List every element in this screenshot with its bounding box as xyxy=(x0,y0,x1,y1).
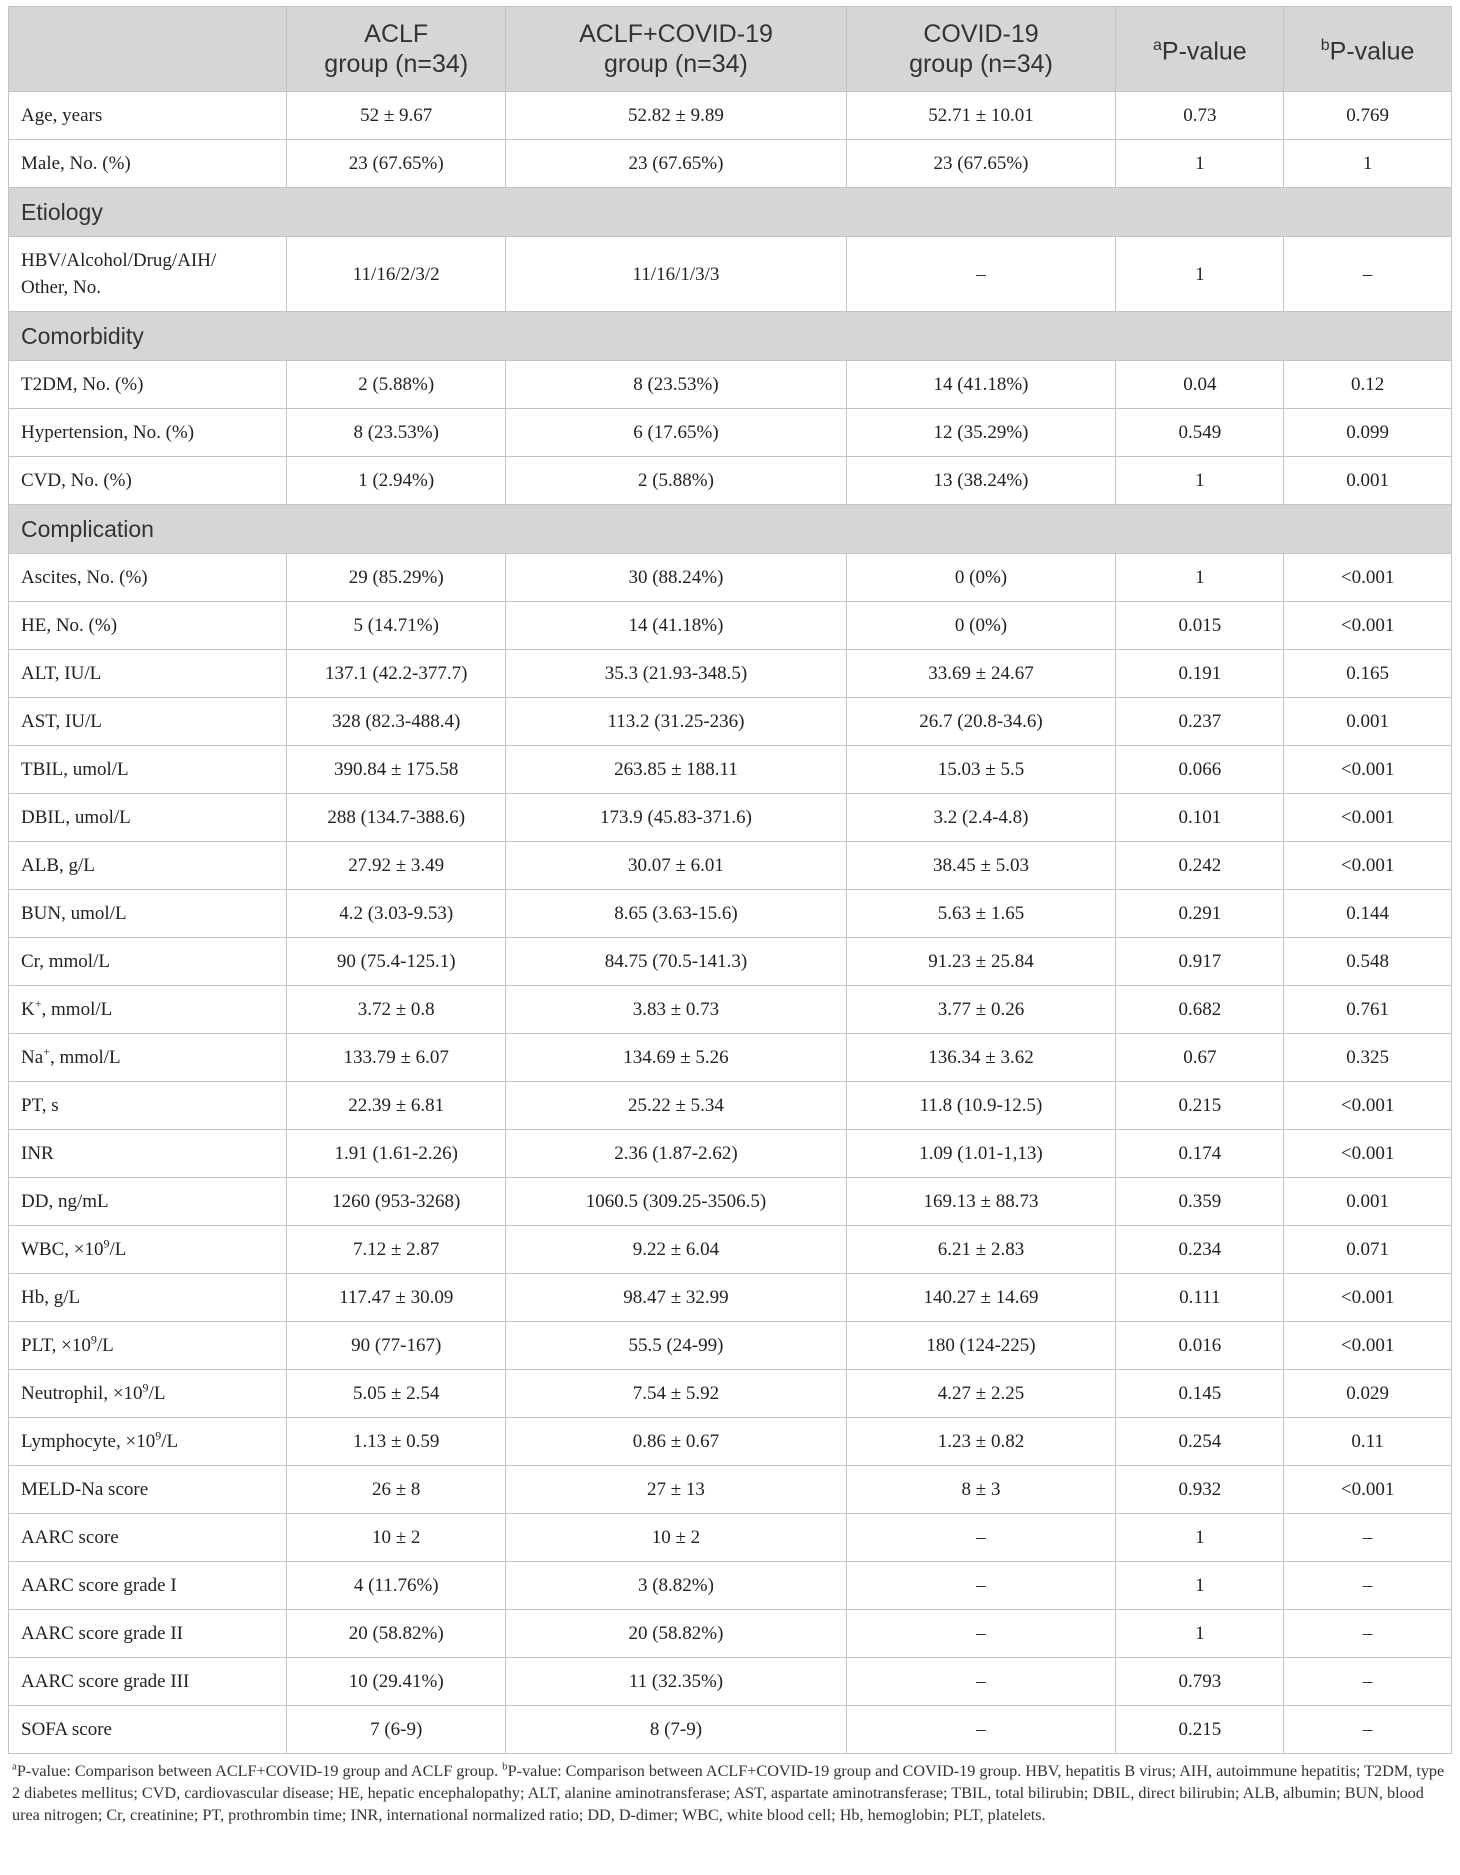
cell-aclf: 7 (6-9) xyxy=(287,1706,506,1754)
cell-p-value-a: 0.242 xyxy=(1116,842,1284,890)
row-label xyxy=(9,602,287,650)
cell-p-value-b: – xyxy=(1284,1658,1452,1706)
table-row xyxy=(9,361,1452,409)
row-label-superscript: + xyxy=(34,996,42,1011)
cell-p-value-a: 0.111 xyxy=(1116,1274,1284,1322)
row-label-text: TBIL, umol/L xyxy=(21,759,129,780)
row-label-text-line2: Other, No. xyxy=(21,277,101,298)
cell-p-value-b: 0.144 xyxy=(1284,890,1452,938)
cell-aclf: 5 (14.71%) xyxy=(287,602,506,650)
cell-p-value-a: 1 xyxy=(1116,1514,1284,1562)
table-row xyxy=(9,1178,1452,1226)
cell-aclf-covid: 173.9 (45.83-371.6) xyxy=(506,794,846,842)
cell-covid: 14 (41.18%) xyxy=(846,361,1116,409)
row-label-unit: , mmol/L xyxy=(49,1047,121,1068)
cell-p-value-a: 0.237 xyxy=(1116,698,1284,746)
row-label-text: HE, No. (%) xyxy=(21,615,118,636)
table-row xyxy=(9,237,1452,312)
header-aclf-line1: ACLF xyxy=(364,20,429,48)
row-label-text: AARC score grade I xyxy=(21,1575,177,1596)
row-label-text: SOFA score xyxy=(21,1719,112,1740)
row-label xyxy=(9,361,287,409)
cell-covid: 1.23 ± 0.82 xyxy=(846,1418,1116,1466)
cell-p-value-b: <0.001 xyxy=(1284,1274,1452,1322)
cell-p-value-a: 0.101 xyxy=(1116,794,1284,842)
cell-covid: 52.71 ± 10.01 xyxy=(846,92,1116,140)
row-label-text: MELD-Na score xyxy=(21,1479,149,1500)
table-row xyxy=(9,1034,1452,1082)
cell-covid: 13 (38.24%) xyxy=(846,457,1116,505)
cell-p-value-a: 1 xyxy=(1116,457,1284,505)
table-row xyxy=(9,1514,1452,1562)
cell-covid: 15.03 ± 5.5 xyxy=(846,746,1116,794)
cell-aclf-covid: 8.65 (3.63-15.6) xyxy=(506,890,846,938)
cell-aclf-covid: 1060.5 (309.25-3506.5) xyxy=(506,1178,846,1226)
cell-covid: – xyxy=(846,1610,1116,1658)
cell-aclf-covid: 7.54 ± 5.92 xyxy=(506,1370,846,1418)
cell-aclf: 1.91 (1.61-2.26) xyxy=(287,1130,506,1178)
cell-p-value-b: 0.001 xyxy=(1284,457,1452,505)
row-label-text: Hypertension, No. (%) xyxy=(21,422,195,443)
cell-p-value-a: 0.73 xyxy=(1116,92,1284,140)
table-row xyxy=(9,1658,1452,1706)
cell-p-value-b: <0.001 xyxy=(1284,794,1452,842)
section-row xyxy=(9,505,1452,554)
cell-aclf: 90 (77-167) xyxy=(287,1322,506,1370)
cell-covid: 180 (124-225) xyxy=(846,1322,1116,1370)
data-table xyxy=(8,6,1452,1754)
cell-p-value-b: 0.11 xyxy=(1284,1418,1452,1466)
cell-covid: 0 (0%) xyxy=(846,602,1116,650)
cell-p-value-a: 0.291 xyxy=(1116,890,1284,938)
table-row xyxy=(9,1466,1452,1514)
cell-aclf-covid: 98.47 ± 32.99 xyxy=(506,1274,846,1322)
table-row xyxy=(9,890,1452,938)
row-label xyxy=(9,1610,287,1658)
cell-p-value-a: 0.016 xyxy=(1116,1322,1284,1370)
cell-aclf: 4 (11.76%) xyxy=(287,1562,506,1610)
cell-aclf: 29 (85.29%) xyxy=(287,554,506,602)
cell-aclf: 390.84 ± 175.58 xyxy=(287,746,506,794)
row-label xyxy=(9,1370,287,1418)
row-label xyxy=(9,986,287,1034)
cell-aclf: 11/16/2/3/2 xyxy=(287,237,506,312)
cell-aclf: 328 (82.3-488.4) xyxy=(287,698,506,746)
cell-covid: 169.13 ± 88.73 xyxy=(846,1178,1116,1226)
header-p-value-b-sup: b xyxy=(1320,37,1330,55)
cell-aclf: 1 (2.94%) xyxy=(287,457,506,505)
cell-aclf: 137.1 (42.2-377.7) xyxy=(287,650,506,698)
table-row xyxy=(9,1226,1452,1274)
cell-covid: 4.27 ± 2.25 xyxy=(846,1370,1116,1418)
cell-p-value-b: 0.001 xyxy=(1284,698,1452,746)
row-label xyxy=(9,1034,287,1082)
cell-p-value-a: 0.932 xyxy=(1116,1466,1284,1514)
row-label-text: Na xyxy=(21,1047,44,1068)
cell-p-value-b: <0.001 xyxy=(1284,1466,1452,1514)
cell-aclf-covid: 2 (5.88%) xyxy=(506,457,846,505)
table-row xyxy=(9,602,1452,650)
section-heading: Complication xyxy=(9,505,1452,554)
cell-p-value-b: 0.165 xyxy=(1284,650,1452,698)
cell-p-value-b: <0.001 xyxy=(1284,746,1452,794)
table-row xyxy=(9,409,1452,457)
cell-p-value-a: 0.215 xyxy=(1116,1706,1284,1754)
cell-aclf-covid: 3.83 ± 0.73 xyxy=(506,986,846,1034)
cell-p-value-b: – xyxy=(1284,1562,1452,1610)
table-row xyxy=(9,554,1452,602)
cell-aclf-covid: 9.22 ± 6.04 xyxy=(506,1226,846,1274)
row-label xyxy=(9,698,287,746)
section-row xyxy=(9,188,1452,237)
cell-covid: 38.45 ± 5.03 xyxy=(846,842,1116,890)
table-row xyxy=(9,794,1452,842)
cell-covid: – xyxy=(846,1706,1116,1754)
cell-aclf: 20 (58.82%) xyxy=(287,1610,506,1658)
cell-covid: – xyxy=(846,1562,1116,1610)
row-label xyxy=(9,140,287,188)
row-label-text: HBV/Alcohol/Drug/AIH/ xyxy=(21,250,217,271)
cell-covid: 91.23 ± 25.84 xyxy=(846,938,1116,986)
row-label-superscript: + xyxy=(43,1044,50,1059)
cell-aclf: 133.79 ± 6.07 xyxy=(287,1034,506,1082)
header-covid-line2: group (n=34) xyxy=(909,50,1053,78)
header-aclf-covid xyxy=(506,7,846,92)
cell-p-value-b: <0.001 xyxy=(1284,602,1452,650)
table-footnote xyxy=(8,1760,1452,1826)
cell-p-value-b: <0.001 xyxy=(1284,842,1452,890)
cell-p-value-a: 0.234 xyxy=(1116,1226,1284,1274)
section-heading: Etiology xyxy=(9,188,1452,237)
section-row xyxy=(9,312,1452,361)
row-label-text: WBC, ×10 xyxy=(21,1239,104,1260)
row-label xyxy=(9,1226,287,1274)
header-p-value-a-text: P-value xyxy=(1161,37,1247,66)
cell-aclf-covid: 10 ± 2 xyxy=(506,1514,846,1562)
row-label xyxy=(9,1706,287,1754)
cell-aclf: 52 ± 9.67 xyxy=(287,92,506,140)
row-label xyxy=(9,457,287,505)
cell-aclf-covid: 23 (67.65%) xyxy=(506,140,846,188)
table-row xyxy=(9,1562,1452,1610)
cell-p-value-b: 0.761 xyxy=(1284,986,1452,1034)
cell-aclf: 22.39 ± 6.81 xyxy=(287,1082,506,1130)
cell-covid: 12 (35.29%) xyxy=(846,409,1116,457)
header-aclf xyxy=(287,7,506,92)
row-label-text: AARC score grade II xyxy=(21,1623,183,1644)
header-p-value-a xyxy=(1116,7,1284,92)
row-label-text: Ascites, No. (%) xyxy=(21,567,148,588)
row-label xyxy=(9,1082,287,1130)
cell-aclf-covid: 20 (58.82%) xyxy=(506,1610,846,1658)
cell-p-value-a: 0.04 xyxy=(1116,361,1284,409)
cell-p-value-b: 0.769 xyxy=(1284,92,1452,140)
header-aclf-covid-line1: ACLF+COVID-19 xyxy=(579,20,773,48)
row-label-text: Age, years xyxy=(21,105,103,126)
cell-aclf: 23 (67.65%) xyxy=(287,140,506,188)
table-row xyxy=(9,1322,1452,1370)
cell-p-value-b: <0.001 xyxy=(1284,1130,1452,1178)
row-label xyxy=(9,1418,287,1466)
cell-p-value-a: 0.917 xyxy=(1116,938,1284,986)
cell-aclf-covid: 6 (17.65%) xyxy=(506,409,846,457)
cell-p-value-b: 0.001 xyxy=(1284,1178,1452,1226)
row-label xyxy=(9,237,287,312)
cell-covid: 5.63 ± 1.65 xyxy=(846,890,1116,938)
cell-aclf-covid: 8 (7-9) xyxy=(506,1706,846,1754)
table-row xyxy=(9,1082,1452,1130)
row-label xyxy=(9,1130,287,1178)
row-label-text: AST, IU/L xyxy=(21,711,102,732)
row-label-unit: , mmol/L xyxy=(41,999,113,1020)
row-label-text: Lymphocyte, ×10 xyxy=(21,1431,156,1452)
cell-covid: 8 ± 3 xyxy=(846,1466,1116,1514)
cell-covid: 6.21 ± 2.83 xyxy=(846,1226,1116,1274)
cell-covid: 33.69 ± 24.67 xyxy=(846,650,1116,698)
table-row xyxy=(9,842,1452,890)
cell-aclf-covid: 113.2 (31.25-236) xyxy=(506,698,846,746)
cell-p-value-a: 0.682 xyxy=(1116,986,1284,1034)
table-row xyxy=(9,457,1452,505)
table-row xyxy=(9,1274,1452,1322)
cell-covid: 1.09 (1.01-1,13) xyxy=(846,1130,1116,1178)
row-label-unit: /L xyxy=(148,1383,166,1404)
row-label-superscript: 9 xyxy=(155,1428,162,1443)
table-body xyxy=(9,92,1452,1754)
cell-aclf-covid: 2.36 (1.87-2.62) xyxy=(506,1130,846,1178)
cell-covid: 26.7 (20.8-34.6) xyxy=(846,698,1116,746)
table-row xyxy=(9,650,1452,698)
footnote-text-a: P-value: Comparison between ACLF+COVID-19 group and ACLF group. xyxy=(16,1762,503,1780)
row-label-text: INR xyxy=(21,1143,54,1164)
cell-p-value-a: 0.359 xyxy=(1116,1178,1284,1226)
cell-covid: – xyxy=(846,1658,1116,1706)
row-label-unit: /L xyxy=(161,1431,179,1452)
cell-p-value-b: – xyxy=(1284,1706,1452,1754)
cell-p-value-a: 0.145 xyxy=(1116,1370,1284,1418)
row-label-text: AARC score xyxy=(21,1527,119,1548)
row-label-text: ALT, IU/L xyxy=(21,663,102,684)
row-label-text: T2DM, No. (%) xyxy=(21,374,144,395)
cell-p-value-b: 1 xyxy=(1284,140,1452,188)
cell-p-value-a: 1 xyxy=(1116,237,1284,312)
row-label xyxy=(9,938,287,986)
cell-aclf: 1.13 ± 0.59 xyxy=(287,1418,506,1466)
cell-aclf-covid: 263.85 ± 188.11 xyxy=(506,746,846,794)
header-aclf-line2: group (n=34) xyxy=(324,50,469,78)
cell-p-value-a: 0.793 xyxy=(1116,1658,1284,1706)
cell-covid: 23 (67.65%) xyxy=(846,140,1116,188)
cell-aclf-covid: 27 ± 13 xyxy=(506,1466,846,1514)
header-p-value-b-text: P-value xyxy=(1329,37,1415,66)
cell-aclf: 5.05 ± 2.54 xyxy=(287,1370,506,1418)
cell-p-value-a: 1 xyxy=(1116,1610,1284,1658)
cell-p-value-b: – xyxy=(1284,1514,1452,1562)
row-label-unit: /L xyxy=(109,1239,127,1260)
cell-p-value-a: 0.254 xyxy=(1116,1418,1284,1466)
header-empty-cell xyxy=(9,7,287,92)
cell-p-value-b: <0.001 xyxy=(1284,1322,1452,1370)
cell-p-value-a: 1 xyxy=(1116,1562,1284,1610)
cell-aclf: 8 (23.53%) xyxy=(287,409,506,457)
cell-p-value-b: 0.071 xyxy=(1284,1226,1452,1274)
row-label-text: DBIL, umol/L xyxy=(21,807,131,828)
cell-p-value-a: 0.015 xyxy=(1116,602,1284,650)
cell-p-value-b: 0.325 xyxy=(1284,1034,1452,1082)
cell-aclf-covid: 8 (23.53%) xyxy=(506,361,846,409)
cell-p-value-b: 0.029 xyxy=(1284,1370,1452,1418)
row-label-superscript: 9 xyxy=(142,1380,149,1395)
cell-covid: 0 (0%) xyxy=(846,554,1116,602)
cell-aclf-covid: 30.07 ± 6.01 xyxy=(506,842,846,890)
row-label-text: DD, ng/mL xyxy=(21,1191,109,1212)
cell-p-value-a: 1 xyxy=(1116,140,1284,188)
cell-aclf-covid: 14 (41.18%) xyxy=(506,602,846,650)
row-label xyxy=(9,746,287,794)
cell-aclf: 26 ± 8 xyxy=(287,1466,506,1514)
cell-p-value-a: 1 xyxy=(1116,554,1284,602)
cell-covid: – xyxy=(846,1514,1116,1562)
row-label xyxy=(9,1514,287,1562)
cell-aclf-covid: 3 (8.82%) xyxy=(506,1562,846,1610)
row-label xyxy=(9,1658,287,1706)
row-label-text: Neutrophil, ×10 xyxy=(21,1383,143,1404)
table-row xyxy=(9,1418,1452,1466)
cell-aclf: 27.92 ± 3.49 xyxy=(287,842,506,890)
cell-aclf: 10 (29.41%) xyxy=(287,1658,506,1706)
header-p-value-a-sup: a xyxy=(1153,37,1162,55)
row-label xyxy=(9,1562,287,1610)
table-row xyxy=(9,746,1452,794)
cell-aclf: 1260 (953-3268) xyxy=(287,1178,506,1226)
cell-aclf-covid: 11 (32.35%) xyxy=(506,1658,846,1706)
row-label xyxy=(9,1322,287,1370)
cell-aclf-covid: 11/16/1/3/3 xyxy=(506,237,846,312)
cell-aclf: 117.47 ± 30.09 xyxy=(287,1274,506,1322)
cell-aclf-covid: 0.86 ± 0.67 xyxy=(506,1418,846,1466)
table-row xyxy=(9,1706,1452,1754)
row-label xyxy=(9,842,287,890)
cell-covid: – xyxy=(846,237,1116,312)
section-heading: Comorbidity xyxy=(9,312,1452,361)
header-covid-line1: COVID-19 xyxy=(923,20,1039,48)
row-label-text: CVD, No. (%) xyxy=(21,470,132,491)
row-label-text: AARC score grade III xyxy=(21,1671,190,1692)
cell-p-value-b: – xyxy=(1284,1610,1452,1658)
row-label xyxy=(9,794,287,842)
table-header xyxy=(9,7,1452,92)
cell-aclf-covid: 84.75 (70.5-141.3) xyxy=(506,938,846,986)
cell-covid: 140.27 ± 14.69 xyxy=(846,1274,1116,1322)
cell-aclf-covid: 30 (88.24%) xyxy=(506,554,846,602)
cell-covid: 3.2 (2.4-4.8) xyxy=(846,794,1116,842)
footnote-text-b: P-value: Comparison between ACLF+COVID-19 group and COVID-19 group. HBV, hepatitis B virus; AIH, autoimmune hepatitis; T2DM, type 2 diabetes mellitus; CVD, cardiovascular disease; HE, hepatic encephalopathy; ALT, alanine aminotransferase; AST, aspartate aminotransferase; TBIL, total bilirubin; DBIL, direct bilirubin; ALB, albumin; BUN, blood urea nitrogen; Cr, creatinine; PT, prothrombin time; INR, international normalized ratio; DD, D-dimer; WBC, white blood cell; Hb, hemoglobin; PLT, platelets. xyxy=(12,1762,1445,1824)
cell-p-value-a: 0.67 xyxy=(1116,1034,1284,1082)
row-label xyxy=(9,1178,287,1226)
row-label-text: ALB, g/L xyxy=(21,855,95,876)
row-label-text: Cr, mmol/L xyxy=(21,951,110,972)
header-p-value-b xyxy=(1284,7,1452,92)
row-label xyxy=(9,554,287,602)
cell-aclf: 10 ± 2 xyxy=(287,1514,506,1562)
footnote-sup-b: b xyxy=(502,1760,508,1773)
row-label xyxy=(9,1466,287,1514)
row-label-text: PT, s xyxy=(21,1095,59,1116)
table-row xyxy=(9,92,1452,140)
row-label xyxy=(9,890,287,938)
row-label-text: Male, No. (%) xyxy=(21,153,131,174)
footnote-sup-a: a xyxy=(12,1760,17,1773)
cell-aclf-covid: 55.5 (24-99) xyxy=(506,1322,846,1370)
table-row xyxy=(9,1610,1452,1658)
cell-p-value-b: <0.001 xyxy=(1284,1082,1452,1130)
cell-p-value-a: 0.549 xyxy=(1116,409,1284,457)
cell-p-value-b: 0.12 xyxy=(1284,361,1452,409)
cell-covid: 136.34 ± 3.62 xyxy=(846,1034,1116,1082)
row-label-unit: /L xyxy=(96,1335,114,1356)
cell-aclf-covid: 52.82 ± 9.89 xyxy=(506,92,846,140)
table-row xyxy=(9,1370,1452,1418)
cell-p-value-b: 0.099 xyxy=(1284,409,1452,457)
row-label xyxy=(9,650,287,698)
cell-p-value-b: 0.548 xyxy=(1284,938,1452,986)
row-label xyxy=(9,1274,287,1322)
row-label xyxy=(9,409,287,457)
row-label-text: K xyxy=(21,999,35,1020)
cell-p-value-a: 0.191 xyxy=(1116,650,1284,698)
cell-p-value-a: 0.066 xyxy=(1116,746,1284,794)
cell-p-value-a: 0.174 xyxy=(1116,1130,1284,1178)
table-row xyxy=(9,140,1452,188)
cell-p-value-b: – xyxy=(1284,237,1452,312)
row-label-text: BUN, umol/L xyxy=(21,903,127,924)
row-label xyxy=(9,92,287,140)
cell-covid: 11.8 (10.9-12.5) xyxy=(846,1082,1116,1130)
cell-p-value-b: <0.001 xyxy=(1284,554,1452,602)
row-label-text: Hb, g/L xyxy=(21,1287,81,1308)
cell-p-value-a: 0.215 xyxy=(1116,1082,1284,1130)
header-row xyxy=(9,7,1452,92)
cell-aclf: 3.72 ± 0.8 xyxy=(287,986,506,1034)
cell-aclf-covid: 134.69 ± 5.26 xyxy=(506,1034,846,1082)
cell-aclf-covid: 25.22 ± 5.34 xyxy=(506,1082,846,1130)
row-label-superscript: 9 xyxy=(103,1236,110,1251)
row-label-text: PLT, ×10 xyxy=(21,1335,91,1356)
row-label-superscript: 9 xyxy=(90,1332,97,1347)
table-row xyxy=(9,938,1452,986)
cell-aclf: 2 (5.88%) xyxy=(287,361,506,409)
header-covid xyxy=(846,7,1116,92)
cell-aclf: 288 (134.7-388.6) xyxy=(287,794,506,842)
cell-aclf: 4.2 (3.03-9.53) xyxy=(287,890,506,938)
table-row xyxy=(9,986,1452,1034)
cell-aclf: 7.12 ± 2.87 xyxy=(287,1226,506,1274)
header-aclf-covid-line2: group (n=34) xyxy=(604,50,748,78)
table-row xyxy=(9,1130,1452,1178)
table-row xyxy=(9,698,1452,746)
cell-aclf: 90 (75.4-125.1) xyxy=(287,938,506,986)
cell-covid: 3.77 ± 0.26 xyxy=(846,986,1116,1034)
cell-aclf-covid: 35.3 (21.93-348.5) xyxy=(506,650,846,698)
